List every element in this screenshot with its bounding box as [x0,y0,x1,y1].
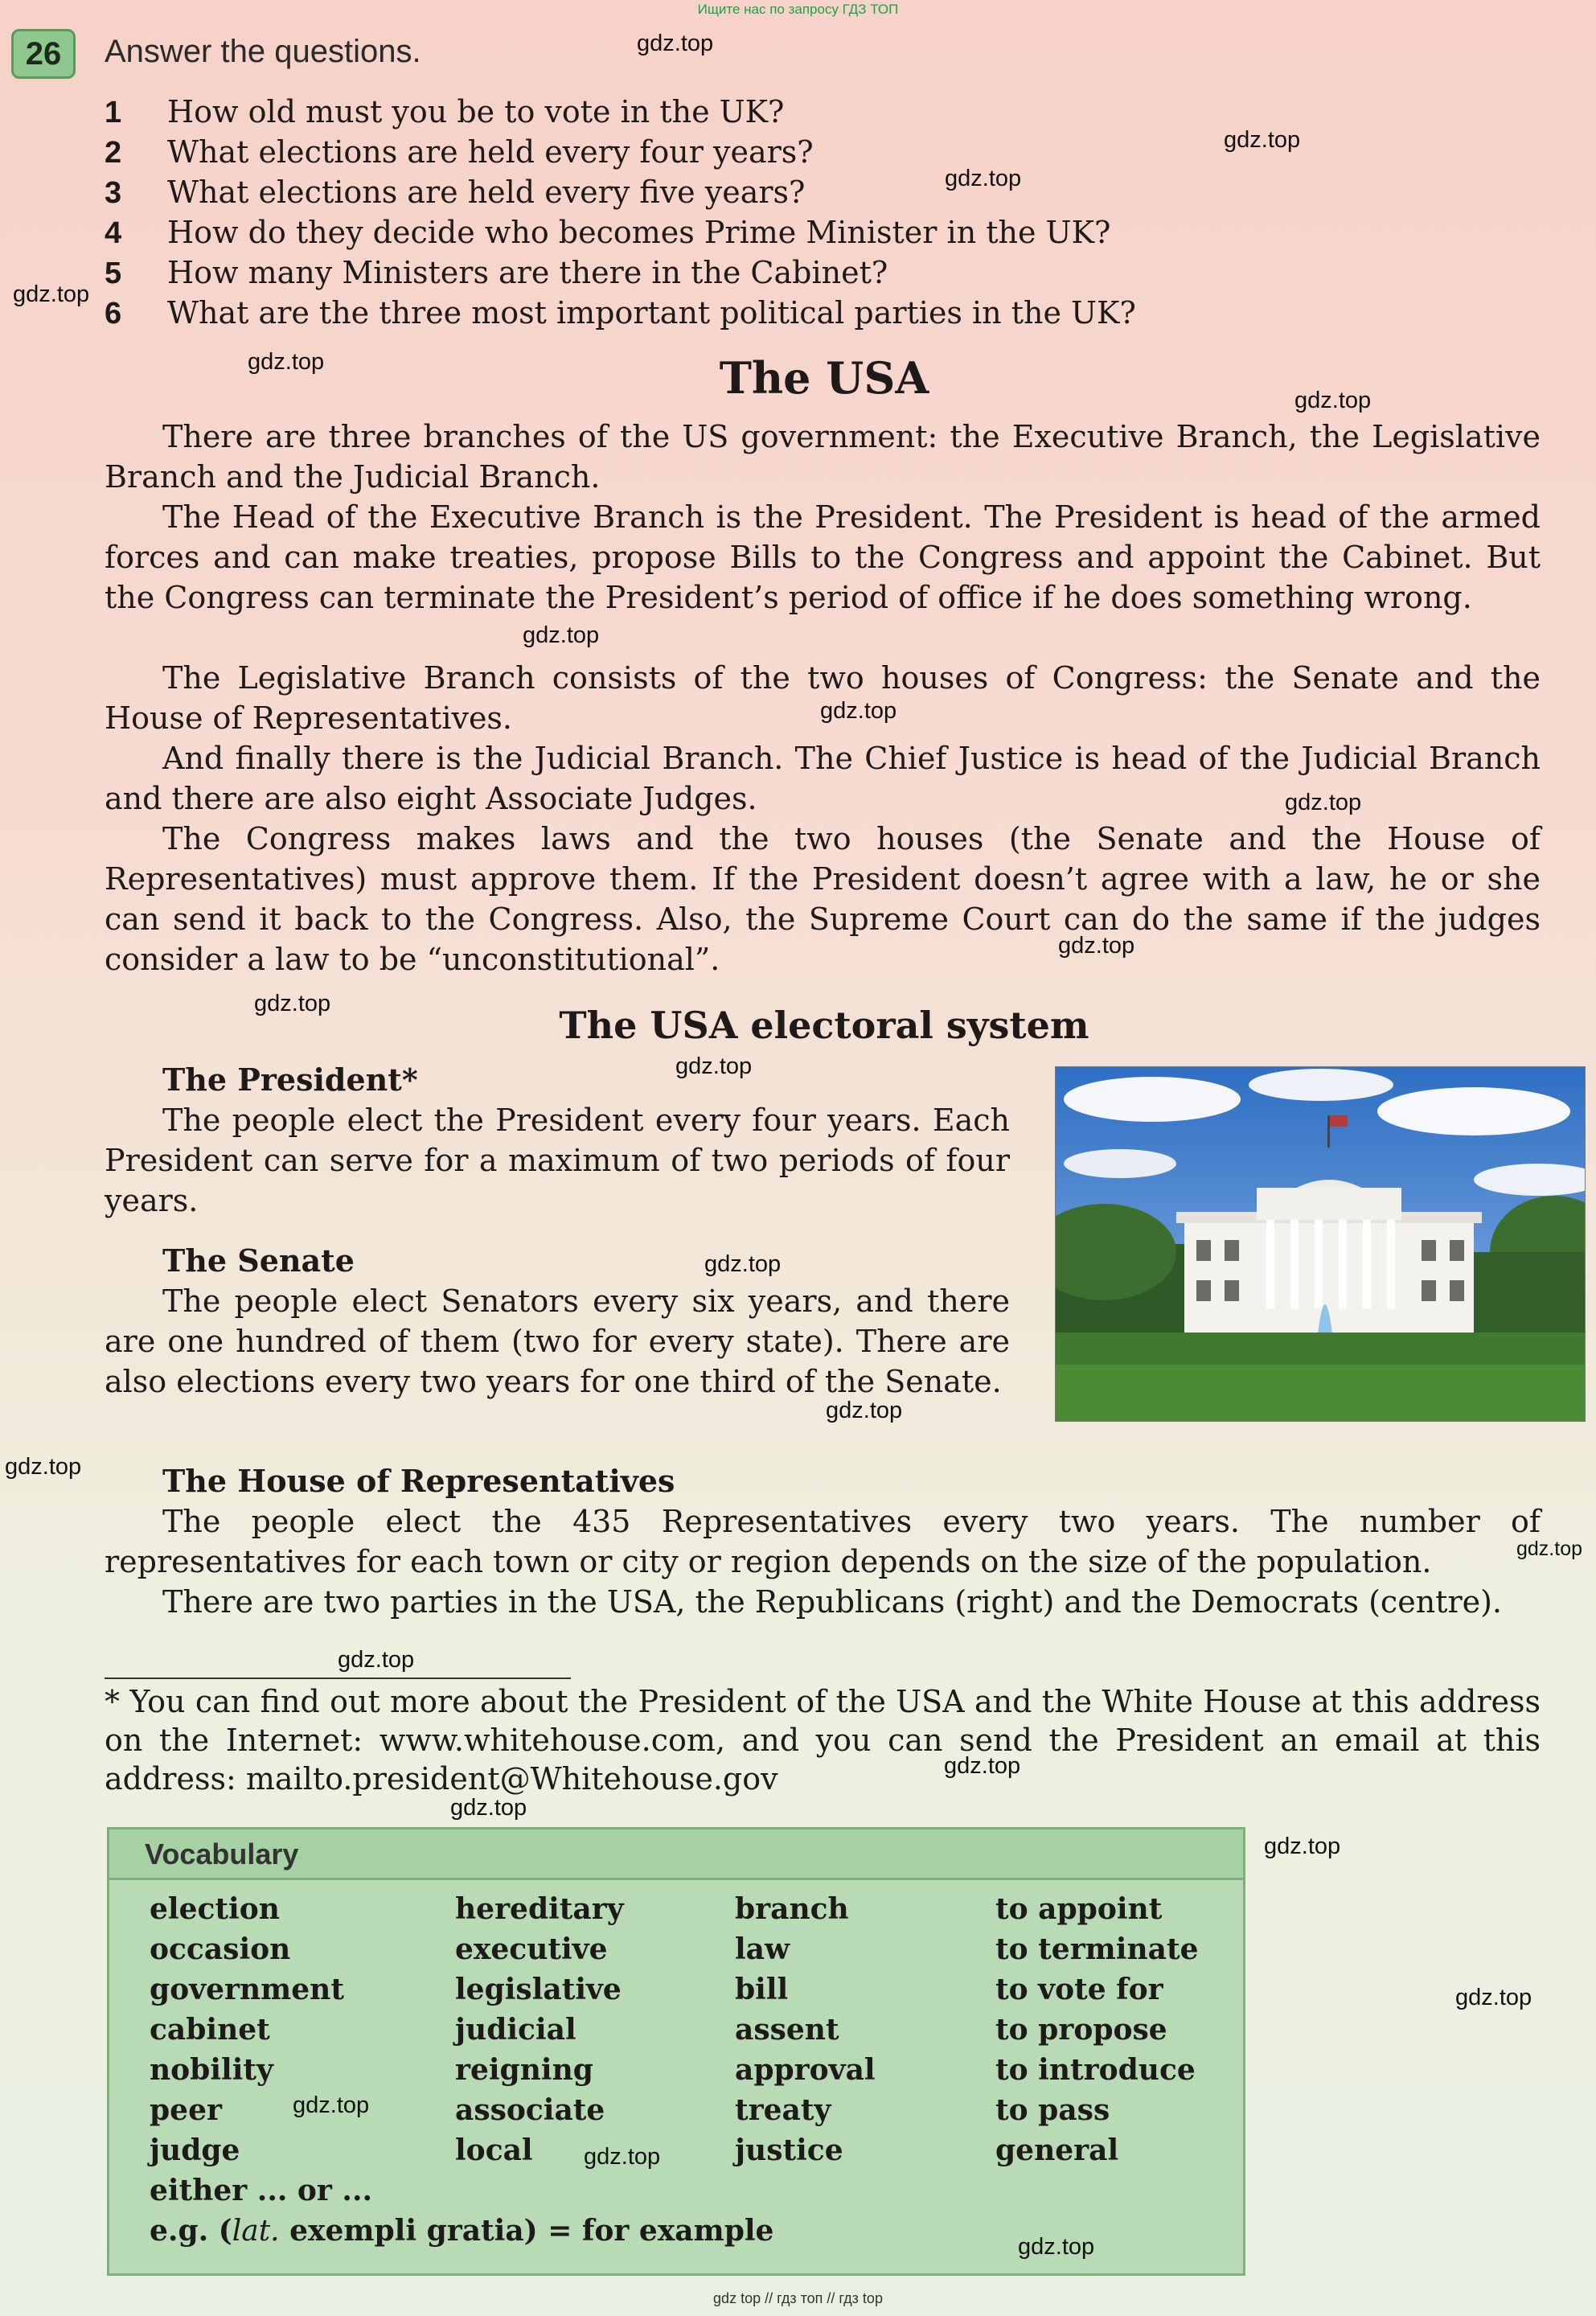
senate-subheading: The Senate [162,1242,355,1279]
question-number: 4 [105,216,122,250]
question-item [105,134,814,170]
watermark: gdz.top [584,2144,661,2170]
watermark: gdz.top [820,698,897,724]
question-number: 3 [105,176,122,210]
watermark: gdz.top [1224,127,1301,153]
vocab-word: treaty [735,2093,831,2127]
watermark: gdz.top [254,991,331,1016]
watermark: gdz.top [637,31,714,56]
vocab-word: reigning [455,2053,593,2087]
question-item [105,94,784,130]
question-text: What elections are held every five years? [167,175,806,210]
watermark: gdz.top [945,166,1022,191]
usa-paragraph: The Congress makes laws and the two houses (the Senate and the House of Representatives) must approve them. If the President doesn’t agree with a law, he or she can send it back to the Congress. Also, the Supreme Court can do the same if the judges consider a law to be “unconstitutional”. [105,821,1541,977]
watermark: gdz.top [944,1753,1021,1779]
president-text: The people elect the President every four years. Each President can serve for a maximum of two periods of four years. [105,1103,1010,1218]
top-banner: Ищите нас по запросу ГДЗ ТОП [697,2,899,17]
task-number-badge: 26 [11,29,76,79]
president-section [105,1060,1010,1221]
vocab-word: legislative [455,1973,622,2006]
vocab-word: bill [735,1973,789,2006]
question-number: 2 [105,136,122,170]
watermark: gdz.top [1516,1538,1583,1560]
watermark: gdz.top [5,1454,82,1480]
watermark: gdz.top [1058,933,1135,959]
watermark: gdz.top [13,281,90,307]
vocab-word: judicial [455,2013,576,2047]
task-title: Answer the questions. [105,34,421,69]
vocab-word: justice [735,2133,843,2167]
vocab-word: judge [150,2133,240,2167]
question-number: 6 [105,297,122,331]
white-house-photo [1055,1066,1586,1422]
vocab-word: to appoint [995,1892,1163,1926]
watermark: gdz.top [1294,388,1372,413]
watermark: gdz.top [523,622,600,648]
vocabulary-box [107,1827,1245,2276]
question-text: What elections are held every four years? [167,134,814,170]
watermark: gdz.top [338,1647,415,1673]
vocab-word: assent [735,2013,839,2047]
question-item [105,295,1136,331]
question-text: How do they decide who becomes Prime Minister in the UK? [167,215,1111,250]
vocab-word: either ... or ... [150,2174,373,2207]
vocab-word: to pass [995,2093,1110,2127]
footnote-divider [105,1677,571,1679]
president-subheading: The President* [162,1062,418,1098]
watermark: gdz.top [450,1795,527,1821]
usa-paragraph: And finally there is the Judicial Branch. The Chief Justice is head of the Judicial Branch and there are also eight Associate Judges. [105,741,1541,816]
question-item [105,175,805,211]
question-text: How old must you be to vote in the UK? [167,94,785,129]
question-item [105,255,888,291]
question-number: 1 [105,96,122,129]
section-heading-usa: The USA [719,352,929,404]
vocab-word: government [150,1973,344,2006]
watermark: gdz.top [248,349,325,375]
watermark: gdz.top [1018,2234,1095,2260]
vocab-word: to introduce [995,2053,1196,2087]
vocab-word: law [735,1932,790,1966]
vocabulary-column-4 [995,1889,1198,2170]
vocabulary-title: Vocabulary [145,1838,299,1870]
senate-text: The people elect Senators every six years, and there are one hundred of them (two for every state). There are also elections every two years for one third of the Senate. [105,1283,1010,1399]
usa-paragraph: The Head of the Executive Branch is the President. The President is head of the armed forces and can make treaties, propose Bills to the Congress and appoint the Cabinet. But the Congress can terminate the President’s period of office if he does something wrong. [105,499,1541,615]
vocab-word: local [455,2133,533,2167]
question-number: 5 [105,257,122,290]
watermark: gdz.top [1455,1985,1532,2010]
watermark: gdz.top [293,2092,370,2118]
usa-paragraph: The Legislative Branch consists of the two houses of Congress: the Senate and the House of Representatives. [105,660,1541,736]
vocab-word: cabinet [150,2013,270,2047]
senate-section [105,1241,1010,1402]
vocabulary-column-2 [455,1889,624,2170]
vocab-word: executive [455,1932,608,1966]
house-section [105,1461,1541,1622]
question-text: How many Ministers are there in the Cabinet? [167,255,888,290]
vocab-word: peer [150,2093,222,2127]
vocab-word: branch [735,1892,849,1926]
vocab-word: occasion [150,1932,291,1966]
vocab-word: to propose [995,2013,1167,2047]
section-heading-electoral: The USA electoral system [559,1004,1089,1047]
vocab-word: election [150,1892,280,1926]
vocab-word: nobility [150,2053,273,2087]
bottom-banner: gdz top // гдз топ // гдз top [713,2290,883,2306]
watermark: gdz.top [675,1053,753,1079]
house-subheading: The House of Representatives [162,1463,675,1499]
watermark: gdz.top [1285,790,1362,815]
vocabulary-header [109,1829,1243,1880]
watermark: gdz.top [826,1398,903,1423]
house-text: The people elect the 435 Representatives every two years. The number of representatives for each town or city or region depends on the size of the population. [105,1504,1541,1579]
watermark: gdz.top [704,1251,782,1277]
usa-paragraph: There are three branches of the US government: the Executive Branch, the Legislative Branch and the Judicial Branch. [105,419,1541,495]
vocab-word: associate [455,2093,605,2127]
vocab-word: to vote for [995,1973,1163,2006]
vocab-word: general [995,2133,1119,2167]
vocab-example: e.g. (lat. exempli gratia) = for example [150,2214,774,2248]
vocab-word: to terminate [995,1932,1199,1966]
vocab-word: hereditary [455,1892,624,1926]
vocab-word: approval [735,2053,876,2087]
footnote: * You can find out more about the President of the USA and the White House at this address on the Internet: www.whitehouse.com, and you can send the President an email at this address: mailto.president@Whitehouse.gov [105,1684,1541,1797]
watermark: gdz.top [1264,1834,1341,1859]
parties-text: There are two parties in the USA, the Republicans (right) and the Democrats (centre). [162,1584,1503,1620]
vocabulary-column-3 [735,1889,876,2170]
question-item [105,215,1110,251]
question-text: What are the three most important political parties in the UK? [167,295,1136,331]
